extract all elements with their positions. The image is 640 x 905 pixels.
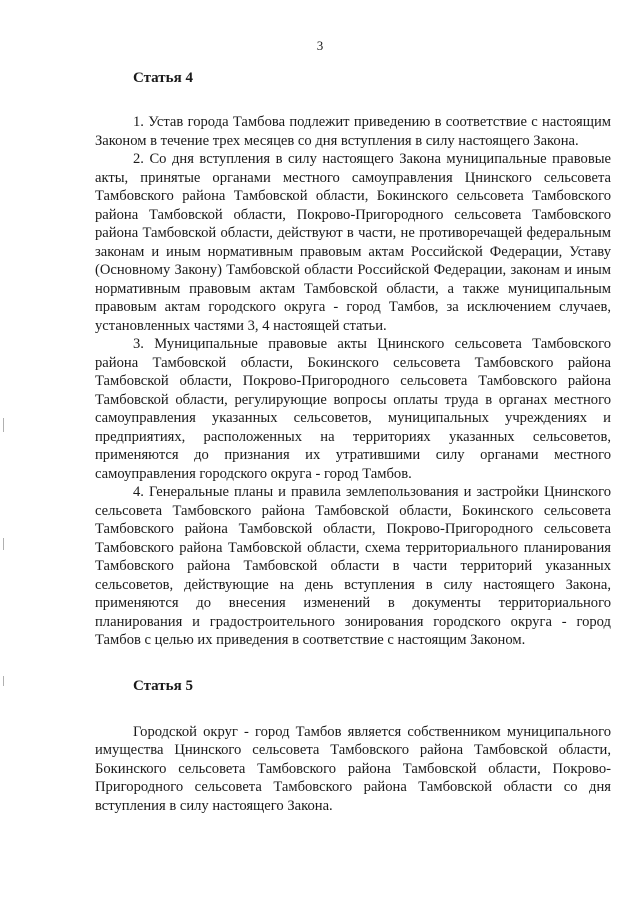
article-4-paragraph-4: 4. Генеральные планы и правила землепользования и застройки Цнинского сельсовета Тамбовского района Тамбовской области, Бокинского сельсовета Тамбовского района Тамбовской области, Покрово-Пригородного сельсовета Тамбовского района Тамбовской области, схема территориального планирования Тамбовского района Тамбовской области в части территорий указанных сельсоветов, действующие на день вступления в силу настоящего Закона, применяются до внесения изменений в документы территориального планирования и градостроительного зонирования городского округа - город Тамбов с целью их приведения в соответствие с настоящим Законом. [95, 484, 611, 648]
scan-margin-mark [3, 538, 4, 550]
article-4-paragraph-3: 3. Муниципальные правовые акты Цнинского сельсовета Тамбовского района Тамбовской области, Бокинского сельсовета Тамбовского района Тамбовской области, Покрово-Пригородного сельсовета Тамбовского района Тамбовской области, регулирующие вопросы оплаты труда в органах местного самоуправления указанных сельсоветов, муниципальных учреждениях и предприятиях, расположенных на территориях указанных сельсоветов, применяются до признания их утратившими силу органами местного самоуправления городского округа - город Тамбов. [95, 336, 611, 482]
article-4-heading: Статья 4 [133, 70, 193, 86]
scan-margin-mark [3, 418, 4, 432]
article-5-heading: Статья 5 [133, 677, 193, 694]
scan-margin-mark [3, 676, 4, 686]
article-5-body [95, 723, 611, 816]
document-body [95, 70, 611, 815]
article-4-body [95, 113, 611, 650]
article-4-paragraph-2: 2. Со дня вступления в силу настоящего Закона муниципальные правовые акты, принятые органами местного самоуправления Цнинского сельсовета Тамбовского района Тамбовской области, Бокинского сельсовета Тамбовского района Тамбовской области, Покрово-Пригородного сельсовета Тамбовского района Тамбовской области, действуют в части, не противоречащей федеральным законам и иным нормативным правовым актам Российской Федерации, Уставу (Основному Закону) Тамбовской области Российской Федерации, законам и иным нормативным правовым актам Тамбовской области, а также муниципальным правовым актам городского округа - город Тамбов, за исключением случаев, установленных частями 3, 4 настоящей статьи. [95, 151, 611, 334]
page-number: 3 [316, 38, 324, 53]
article-5-paragraph-1: Городской округ - город Тамбов является собственником муниципального имущества Цнинского сельсовета Тамбовского района Тамбовской области, Бокинского сельсовета Тамбовского района Тамбовской области, Покрово-Пригородного сельсовета Тамбовского района Тамбовской области со дня вступления в силу настоящего Закона. [95, 723, 611, 814]
article-4-paragraph-1: 1. Устав города Тамбова подлежит приведению в соответствие с настоящим Законом в течение трех месяцев со дня вступления в силу настоящего Закона. [95, 114, 611, 149]
